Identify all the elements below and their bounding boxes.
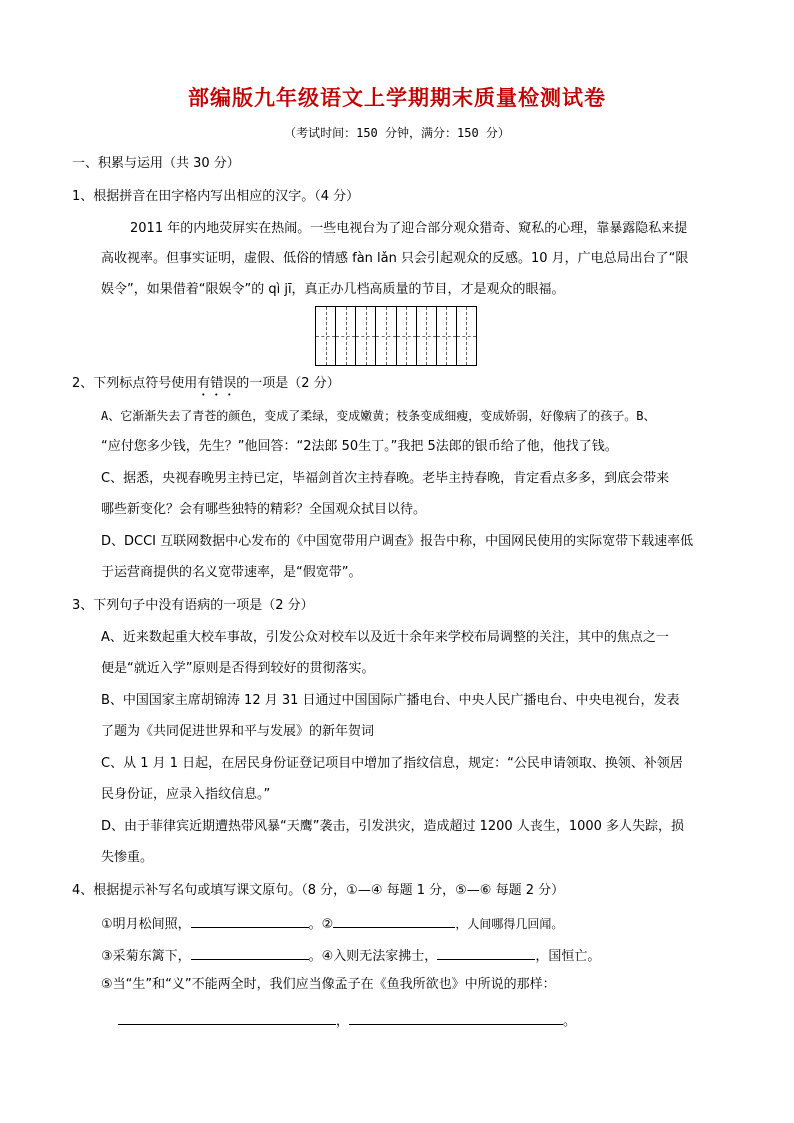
option-d-cont: 于运营商提供的名义宽带速率，是“假宽带”。 <box>101 565 362 580</box>
option-d: D、DCCI 互联网数据中心发布的《中国宽带用户调查》报告中称，中国网民使用的实际宽带下载速率低 <box>101 534 694 549</box>
option-a: A、它渐渐失去了青苍的颜色，变成了柔绿，变成嫩黄；枝条变成细瘦，变成娇弱，好像病了的孩子。B、 <box>101 409 656 423</box>
answer-blank[interactable] <box>333 913 455 928</box>
question-2-stem <box>72 375 340 399</box>
answer-blank[interactable] <box>349 1010 563 1025</box>
fill-line-2 <box>101 945 600 966</box>
option-b: B、中国国家主席胡锦涛 12 月 31 日通过中国国际广播电台、中央人民广播电台、中央电视台，发表 <box>101 693 680 708</box>
tianzi-cell[interactable] <box>356 307 376 365</box>
question-4-stem: 4、根据提示补写名句或填写课文原句。（8 分，①—④ 每题 1 分，⑤—⑥ 每题 2 分） <box>72 883 565 898</box>
stem-text: 2、下列标点符号使用 <box>72 376 198 391</box>
option-a-cont: 便是“就近入学”原则是否得到较好的贯彻落实。 <box>101 661 375 676</box>
prompt-text: 。④入则无法家拂士， <box>308 949 438 964</box>
prompt-text: ，人间哪得几回闻。 <box>455 917 564 931</box>
tianzi-grid[interactable] <box>315 306 477 366</box>
answer-blank[interactable] <box>191 945 309 960</box>
prompt-text: ， <box>336 1014 350 1029</box>
option-b-cont: 了题为《共同促进世界和平与发展》的新年贺词 <box>101 724 375 739</box>
prompt-text: ①明月松间照， <box>101 917 191 932</box>
option-c-cont: 民身份证，应录入指纹信息。” <box>101 787 271 802</box>
prompt-text: 。② <box>308 917 334 932</box>
page-title: 部编版九年级语文上学期期末质量检测试卷 <box>188 85 606 110</box>
tianzi-cell[interactable] <box>437 307 457 365</box>
option-b: “应付您多少钱，先生？”他回答：“2法郎 50生丁。”我把 5法郎的银币给了他，他找了钱。 <box>101 439 618 454</box>
fill-line-4 <box>118 1010 576 1031</box>
answer-blank[interactable] <box>437 945 535 960</box>
tianzi-cell[interactable] <box>397 307 417 365</box>
fill-line-3: ⑤当“生”和“义”不能两全时，我们应当像孟子在《鱼我所欲也》中所说的那样： <box>101 977 556 992</box>
section-heading: 一、积累与运用（共 30 分） <box>72 156 240 171</box>
tianzi-cell[interactable] <box>457 307 476 365</box>
prompt-text: ③采菊东篱下， <box>101 949 191 964</box>
question-1-stem: 1、根据拼音在田字格内写出相应的汉字。（4 分） <box>72 189 360 204</box>
prompt-text: ，国恒亡。 <box>535 949 601 964</box>
option-c-cont: 哪些新变化？会有哪些独特的精彩？全国观众拭目以待。 <box>101 502 427 517</box>
option-c: C、从 1 月 1 日起，在居民身份证登记项目中增加了指纹信息，规定：“公民申请领取、换领、补领居 <box>101 756 683 771</box>
tianzi-cell[interactable] <box>336 307 356 365</box>
question-1-passage: 2011 年的内地荧屏实在热闹。一些电视台为了迎合部分观众猎奇、窥私的心理，靠暴露隐私来提 <box>130 221 688 236</box>
option-d: D、由于菲律宾近期遭热带风暴“天鹰”袭击，引发洪灾，造成超过 1200 人丧生，1000 多人失踪，损 <box>101 819 685 834</box>
option-d-cont: 失惨重。 <box>101 850 154 865</box>
question-3-stem: 3、下列句子中没有语病的一项是（2 分） <box>72 598 314 613</box>
prompt-text: 。 <box>563 1014 577 1029</box>
answer-blank[interactable] <box>191 913 309 928</box>
option-c: C、据悉，央视春晚男主持已定，毕福剑首次主持春晚。老毕主持春晚，肯定看点多多，到底会带来 <box>101 471 670 486</box>
emphasis-text: 有错误 <box>197 376 237 391</box>
fill-line-1 <box>101 913 563 934</box>
stem-text: 的一项是（2 分） <box>236 376 340 391</box>
tianzi-cell[interactable] <box>417 307 437 365</box>
tianzi-cell[interactable] <box>316 307 336 365</box>
tianzi-cell[interactable] <box>376 307 396 365</box>
question-1-passage: 娱令”，如果借着“限娱令”的 qì jī，真正办几档高质量的节目，才是观众的眼福。 <box>101 282 565 297</box>
answer-blank[interactable] <box>118 1010 336 1025</box>
question-1-passage: 高收视率。但事实证明，虚假、低俗的情感 fàn lǎn 只会引起观众的反感。10 月，广电总局出台了“限 <box>101 251 689 266</box>
exam-info: （考试时间：150 分钟，满分：150 分） <box>284 126 510 140</box>
option-a: A、近来数起重大校车事故，引发公众对校车以及近十余年来学校布局调整的关注，其中的焦点之一 <box>101 630 669 645</box>
